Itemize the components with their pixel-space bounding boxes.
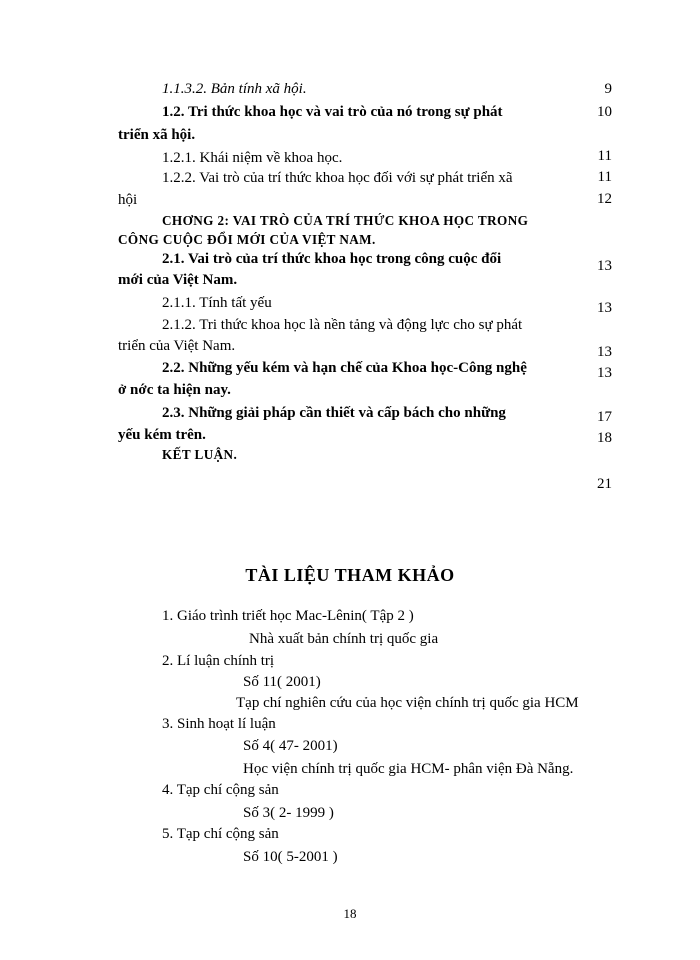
reference-line: 3. Sinh hoạt lí luận xyxy=(162,716,276,732)
toc-page-number: 13 xyxy=(597,258,612,274)
toc-entry: mới của Việt Nam. xyxy=(118,272,238,288)
toc-entry: 2.3. Những giải pháp cần thiết và cấp bách cho những xyxy=(162,405,506,421)
toc-entry: KẾT LUẬN. xyxy=(162,447,238,462)
page-number: 18 xyxy=(343,906,357,921)
reference-line: Tạp chí nghiên cứu của học viện chính trị quốc gia HCM xyxy=(236,695,579,711)
toc-page-number: 9 xyxy=(604,81,612,97)
reference-line: 2. Lí luận chính trị xyxy=(162,653,275,669)
toc-page-number: 11 xyxy=(597,169,612,185)
toc-page-number: 21 xyxy=(597,476,612,492)
reference-line: 4. Tạp chí cộng sản xyxy=(162,782,279,798)
toc-entry: 1.2.1. Khái niệm về khoa học. xyxy=(162,150,343,166)
toc-entry: ở nớc ta hiện nay. xyxy=(118,382,231,398)
toc-page-number: 18 xyxy=(597,430,612,446)
toc-entry: triển của Việt Nam. xyxy=(118,338,236,354)
reference-line: Số 10( 5-2001 ) xyxy=(243,849,338,865)
toc-entry: 2.1. Vai trò của trí thức khoa học trong công cuộc đổi xyxy=(162,251,502,267)
toc-entry: 2.2. Những yếu kém và hạn chế của Khoa học-Công nghệ xyxy=(162,360,527,376)
reference-line: Nhà xuất bản chính trị quốc gia xyxy=(249,631,439,647)
references-title: TÀI LIỆU THAM KHẢO xyxy=(245,565,455,585)
toc-entry: triển xã hội. xyxy=(118,127,196,143)
reference-line: Số 4( 47- 2001) xyxy=(243,738,338,754)
reference-line: Số 11( 2001) xyxy=(243,674,321,690)
toc-page-number: 11 xyxy=(597,148,612,164)
toc-page-number: 10 xyxy=(597,104,612,120)
toc-entry: 1.2.2. Vai trò của trí thức khoa học đối với sự phát triển xã xyxy=(162,170,513,186)
toc-page-number: 13 xyxy=(597,365,612,381)
toc-chapter-heading: CÔNG CUỘC ĐỔI MỚI CỦA VIỆT NAM. xyxy=(118,232,376,247)
reference-line: Số 3( 2- 1999 ) xyxy=(243,805,334,821)
toc-entry: 1.1.3.2. Bản tính xã hội. xyxy=(162,81,307,97)
toc-entry: 2.1.2. Tri thức khoa học là nền tảng và động lực cho sự phát xyxy=(162,317,523,333)
toc-entry: 2.1.1. Tính tất yếu xyxy=(162,295,272,311)
toc-chapter-heading: CHƠNG 2: VAI TRÒ CỦA TRÍ THỨC KHOA HỌC TRONG xyxy=(162,213,529,228)
toc-entry: yếu kém trên. xyxy=(118,427,206,443)
toc-entry: 1.2. Tri thức khoa học và vai trò của nó trong sự phát xyxy=(162,104,503,120)
reference-line: 1. Giáo trình triết học Mac-Lênin( Tập 2 ) xyxy=(162,608,414,624)
reference-line: Học viện chính trị quốc gia HCM- phân viện Đà Nẵng. xyxy=(243,761,574,777)
toc-page-number: 13 xyxy=(597,300,612,316)
toc-entry: hội xyxy=(118,192,138,208)
toc-page-number: 12 xyxy=(597,191,612,207)
toc-page-number: 17 xyxy=(597,409,612,425)
toc-page-number: 13 xyxy=(597,344,612,360)
reference-line: 5. Tạp chí cộng sản xyxy=(162,826,279,842)
